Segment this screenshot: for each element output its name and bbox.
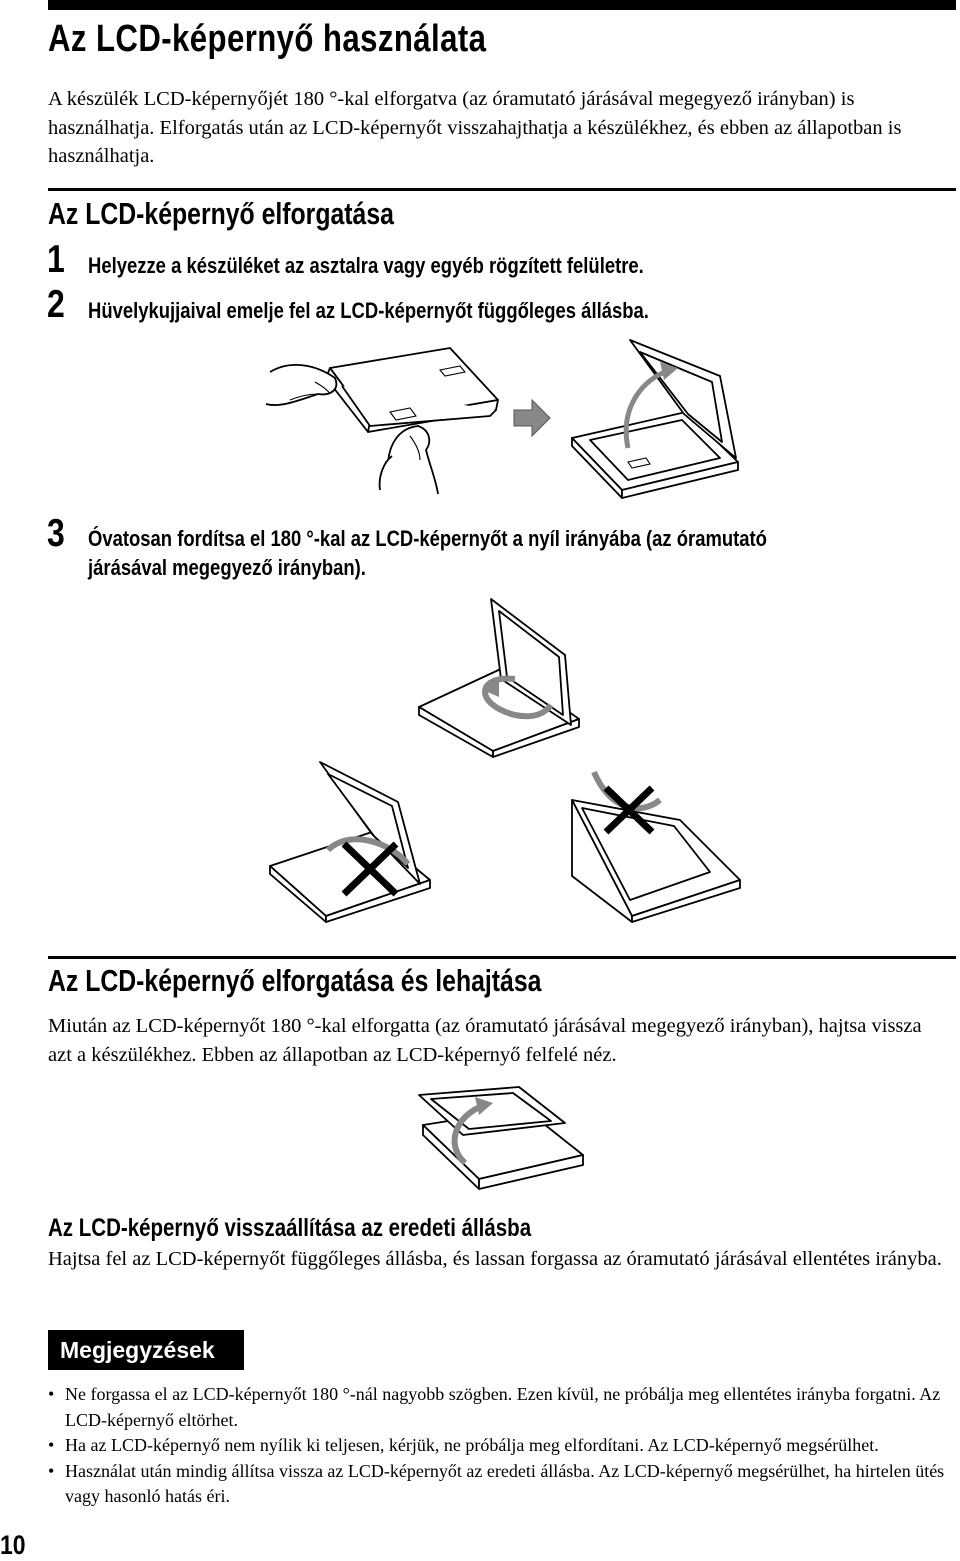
subheading-restore: Az LCD-képernyő visszaállítása az eredeti állásba (48, 1214, 532, 1242)
page-number: 10 (0, 1530, 26, 1560)
step-number: 1 (47, 238, 65, 281)
section-heading-rotate-fold: Az LCD-képernyő elforgatása és lehajtása (48, 963, 542, 998)
page-title: Az LCD-képernyő használata (48, 18, 487, 60)
step-number: 3 (47, 512, 65, 555)
rotate-wrong-illustration (268, 760, 438, 920)
list-item: • Ne forgassa el az LCD-képernyőt 180 °-nál nagyobb szögben. Ezen kívül, ne próbálja meg ellentétes irányba forgatni. Az LCD-képernyő eltörhet. (48, 1382, 958, 1433)
step-text: Óvatosan fordítsa el 180 °-kal az LCD-képernyőt a nyíl irányába (az óramutató (88, 526, 767, 551)
device-fold-illustration (415, 1085, 595, 1195)
section-heading-rotate: Az LCD-képernyő elforgatása (48, 196, 394, 231)
top-bar (48, 0, 956, 10)
step-text: Helyezze a készüléket az asztalra vagy egyéb rögzített felületre. (88, 253, 644, 278)
device-lift-illustration (260, 330, 740, 500)
section-paragraph: Miután az LCD-képernyőt 180 °-kal elforgatta (az óramutató járásával megegyező irányban), hajtsa vissza azt a készülékhez. Ebben az állapotban az LCD-képernyő felfelé néz. (48, 1015, 922, 1066)
list-item: • Használat után mindig állítsa vissza az LCD-képernyőt az eredeti állásba. Az LCD-képernyő megsérülhet, ha hirtelen ütés vagy hasonló hatás éri. (48, 1459, 958, 1510)
rotate-clockwise-illustration (415, 595, 585, 755)
step-number: 2 (47, 283, 65, 326)
step-text: Hüvelykujjaival emelje fel az LCD-képernyőt függőleges állásba. (88, 298, 649, 323)
section-paragraph: Hajtsa fel az LCD-képernyőt függőleges állásba, és lassan forgassa az óramutató járásával ellentétes irányba. (48, 1248, 942, 1270)
list-item: • Ha az LCD-képernyő nem nyílik ki teljesen, kérjük, ne próbálja meg elfordítani. Az LCD-képernyő megsérülhet. (48, 1433, 958, 1459)
step-text: járásával megegyező irányban). (88, 555, 366, 580)
section-rule (48, 956, 956, 959)
section-rule (48, 188, 956, 191)
intro-paragraph: A készülék LCD-képernyőjét 180 °-kal elforgatva (az óramutató járásával megegyező irányban) is használhatja. Elforgatás után az LCD-képernyőt visszahajthatja a készülékhez, és ebben az állapotban is használhatja. (48, 88, 902, 167)
rotate-wrong-illustration (570, 760, 750, 920)
notes-label: Megjegyzések (48, 1330, 244, 1370)
notes-list (48, 1382, 958, 1510)
